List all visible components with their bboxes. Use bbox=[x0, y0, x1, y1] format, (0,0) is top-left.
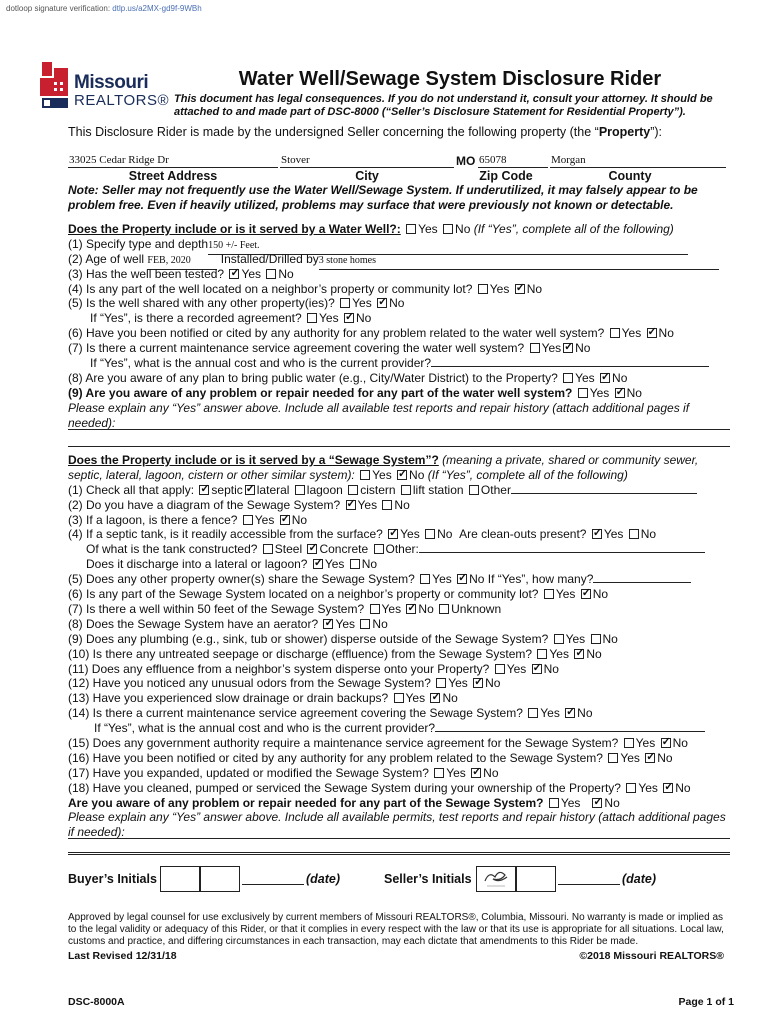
well-heading: Does the Property include or is it served by a Water Well?: bbox=[68, 222, 401, 236]
sewage-q14b: If “Yes”, what is the annual cost and who is the current provider? bbox=[68, 721, 730, 736]
state-text: MO bbox=[456, 154, 476, 168]
type-lagoon-checkbox[interactable] bbox=[295, 485, 305, 495]
well-q6-no-checkbox[interactable] bbox=[647, 328, 657, 338]
seller-date-field[interactable] bbox=[558, 884, 620, 885]
well-q6: (6) Have you been notified or cited by any authority for any problem related to the water well system? Yes ✓ No bbox=[68, 326, 730, 341]
sewage-q5: (5) Does any other property owner(s) share the Sewage System? Yes ✓ No If “Yes”, how many? bbox=[68, 572, 730, 587]
sewage-q18: (18) Have you cleaned, pumped or serviced the Sewage System during your ownership of the Property? Yes ✓ No bbox=[68, 781, 730, 796]
sewage-q9-yes-checkbox[interactable] bbox=[554, 634, 564, 644]
sewage-q11: (11) Does any effluence from a neighbor’s system disperse onto your Property? Yes ✓ No bbox=[68, 662, 730, 677]
buyer-date-field[interactable] bbox=[242, 884, 304, 885]
intro-sentence: This Disclosure Rider is made by the undersigned Seller concerning the following property (the “Property”): bbox=[68, 125, 663, 139]
sewage-q11-yes-checkbox[interactable] bbox=[495, 664, 505, 674]
well-yes-checkbox[interactable] bbox=[406, 224, 416, 234]
county-label: County bbox=[608, 169, 652, 183]
logo-text-missouri: Missouri bbox=[74, 72, 149, 93]
sewage-explain-text: Please explain any “Yes” answer above. Include all available permits, test reports and repair history (attach additional pages if needed): bbox=[68, 810, 726, 840]
sewage-q13: (13) Have you experienced slow drainage or drain backups? Yes ✓ No bbox=[68, 691, 730, 706]
sewage-q12-no-checkbox[interactable] bbox=[473, 678, 483, 688]
sewage-q9: (9) Does any plumbing (e.g., sink, tub or shower) disperse outside of the Sewage System? Yes No bbox=[68, 631, 618, 646]
sewage-q4d-no-checkbox[interactable] bbox=[350, 559, 360, 569]
well-q5b-no-checkbox[interactable] bbox=[344, 313, 354, 323]
building-logo-icon bbox=[40, 62, 70, 108]
legal-consequences-notice: This document has legal consequences. If you do not understand it, consult your attorney. It should be attached to and made part of DSC-8000 (“Seller’s Disclosure Statement for Residential Property”). bbox=[174, 93, 713, 118]
sewage-q1: (1) Check all that apply: ✓ septic✓ lateral lagoon cistern lift station Other bbox=[68, 483, 730, 498]
sewage-q10-no-checkbox[interactable] bbox=[574, 649, 584, 659]
type-septic-checkbox[interactable] bbox=[199, 485, 209, 495]
well-q1: (1) Specify type and depth150 +/- Feet. bbox=[68, 237, 730, 252]
city-label: City bbox=[355, 169, 379, 183]
sewage-q17-no-checkbox[interactable] bbox=[471, 768, 481, 778]
sewage-q4d: Does it discharge into a lateral or lagoon? ✓ Yes No bbox=[68, 557, 730, 572]
well-heading-line: Does the Property include or is it served by a Water Well?: Yes No (If “Yes”, complete all of the following) bbox=[68, 222, 674, 236]
sewage-q7-no-checkbox[interactable] bbox=[406, 604, 416, 614]
sewage-q18-yes-checkbox[interactable] bbox=[626, 783, 636, 793]
well-q7-no-checkbox[interactable] bbox=[563, 343, 573, 353]
sewage-q4: (4) If a septic tank, is it readily accessible from the surface? ✓ Yes No Are clean-outs present? ✓ Yes No bbox=[68, 527, 730, 542]
well-q8-yes-checkbox[interactable] bbox=[563, 373, 573, 383]
sewage-q4-no-checkbox[interactable] bbox=[425, 529, 435, 539]
well-explain-text: Please explain any “Yes” answer above. Include all available test reports and repair history (attach additional pages if needed): bbox=[68, 400, 690, 430]
well-explain-line[interactable] bbox=[68, 429, 730, 430]
sewage-q15-no-checkbox[interactable] bbox=[661, 738, 671, 748]
sewage-q7: (7) Is there a well within 50 feet of the Sewage System? Yes ✓ No Unknown bbox=[68, 602, 730, 617]
legal-disclaimer: Approved by legal counsel for use exclusively by current members of Missouri REALTORS®, Columbia, Missouri. No warranty is made or implied as to the legal validity or adequacy of this Rider, or that it complies in every respect with the law or that its use is appropriate for all situations. Local law, customs and practice, and differing circumstances in each transaction, may each dictate that amendments to this Rider be made. bbox=[68, 912, 724, 947]
sewage-q4d-yes-checkbox[interactable] bbox=[313, 559, 323, 569]
sewage-q10-yes-checkbox[interactable] bbox=[537, 649, 547, 659]
sewage-q8-no-checkbox[interactable] bbox=[360, 619, 370, 629]
material-concrete-checkbox[interactable] bbox=[307, 544, 317, 554]
material-steel-checkbox[interactable] bbox=[263, 544, 273, 554]
well-q3-yes-checkbox[interactable] bbox=[229, 269, 239, 279]
city-field[interactable]: Stover bbox=[280, 154, 454, 168]
seller-initials-box-1[interactable] bbox=[476, 866, 516, 892]
copyright: ©2018 Missouri REALTORS® bbox=[579, 950, 724, 962]
well-q6-yes-checkbox[interactable] bbox=[610, 328, 620, 338]
well-q2: (2) Age of well FEB, 2020 Installed/Drilled by3 stone homes bbox=[68, 252, 730, 267]
well-q8: (8) Are you aware of any plan to bring public water (e.g., City/Water District) to the Property? Yes ✓ No bbox=[68, 371, 730, 386]
material-other-checkbox[interactable] bbox=[374, 544, 384, 554]
seller-initials-signature-icon bbox=[477, 867, 515, 891]
zip-code-field[interactable]: 65078 bbox=[478, 154, 548, 168]
well-q3-no-checkbox[interactable] bbox=[266, 269, 276, 279]
sewage-q19: Are you aware of any problem or repair needed for any part of the Sewage System? Yes ✓ No bbox=[68, 796, 730, 811]
sewage-heading: Does the Property include or is it served by a “Sewage System”? bbox=[68, 453, 439, 467]
well-driller-field[interactable]: 3 stone homes bbox=[319, 254, 719, 270]
sewage-q7-unknown-checkbox[interactable] bbox=[439, 604, 449, 614]
sewage-q2-no-checkbox[interactable] bbox=[382, 500, 392, 510]
buyer-initials-label: Buyer’s Initials bbox=[68, 872, 157, 886]
well-q9: (9) Are you aware of any problem or repair needed for any part of the water well system? Yes ✓ No bbox=[68, 386, 730, 401]
logo-text-realtors: REALTORS® bbox=[74, 92, 170, 109]
page-number: Page 1 of 1 bbox=[678, 996, 734, 1008]
sewage-q2: (2) Do you have a diagram of the Sewage System? ✓ Yes No bbox=[68, 498, 730, 513]
water-well-section bbox=[68, 222, 730, 431]
sewage-q6-yes-checkbox[interactable] bbox=[544, 589, 554, 599]
missouri-realtors-logo bbox=[40, 58, 170, 110]
sewage-q14-no-checkbox[interactable] bbox=[565, 708, 575, 718]
type-lift-station-checkbox[interactable] bbox=[401, 485, 411, 495]
well-q5-yes-checkbox[interactable] bbox=[340, 298, 350, 308]
well-q4-no-checkbox[interactable] bbox=[515, 284, 525, 294]
sewage-q7-yes-checkbox[interactable] bbox=[370, 604, 380, 614]
well-no-checkbox[interactable] bbox=[443, 224, 453, 234]
sewage-q4-yes-checkbox[interactable] bbox=[388, 529, 398, 539]
sewage-q16: (16) Have you been notified or cited by any authority for any problem related to the Sewage System? Yes ✓ No bbox=[68, 751, 730, 766]
well-q4: (4) Is any part of the well located on a neighbor’s property or community lot? Yes ✓ No bbox=[68, 282, 730, 297]
seller-initials-box-2[interactable] bbox=[516, 866, 556, 892]
well-q5-no-checkbox[interactable] bbox=[377, 298, 387, 308]
sewage-q8: (8) Does the Sewage System have an aerator? ✓ Yes No bbox=[68, 617, 730, 632]
well-q4-yes-checkbox[interactable] bbox=[478, 284, 488, 294]
buyer-date-label: (date) bbox=[306, 872, 341, 886]
seller-initials-label: Seller’s Initials bbox=[384, 872, 472, 886]
share-count-field[interactable] bbox=[593, 582, 691, 583]
sewage-q4c: Of what is the tank constructed? Steel ✓ Concrete Other: bbox=[68, 542, 730, 557]
sewage-q10: (10) Is there any untreated seepage or discharge (effluence) from the Sewage System? Yes ✓ No bbox=[68, 647, 730, 662]
sewage-q13-no-checkbox[interactable] bbox=[430, 693, 440, 703]
sewage-q6-no-checkbox[interactable] bbox=[581, 589, 591, 599]
well-q7: (7) Is there a current maintenance service agreement covering the water well system? Yes✓ No bbox=[68, 341, 730, 356]
well-q7b: If “Yes”, what is the annual cost and who is the current provider? bbox=[68, 356, 730, 371]
well-q8-no-checkbox[interactable] bbox=[600, 373, 610, 383]
sewage-agreement-cost-field[interactable] bbox=[435, 731, 705, 732]
type-other-checkbox[interactable] bbox=[469, 485, 479, 495]
sewage-q15-yes-checkbox[interactable] bbox=[624, 738, 634, 748]
buyer-initials-box-1[interactable] bbox=[160, 866, 200, 892]
well-age-field[interactable]: FEB, 2020 bbox=[147, 254, 217, 270]
sewage-q16-yes-checkbox[interactable] bbox=[608, 753, 618, 763]
sewage-q17: (17) Have you expanded, updated or modified the Sewage System? Yes ✓ No bbox=[68, 766, 730, 781]
well-q3: (3) Has the well been tested? ✓ Yes No bbox=[68, 267, 730, 282]
material-other-field[interactable] bbox=[419, 552, 705, 553]
sewage-q6: (6) Is any part of the Sewage System located on a neighbor’s property or community lot? Yes ✓ No bbox=[68, 587, 730, 602]
sewage-section bbox=[68, 453, 730, 840]
sewage-q14-yes-checkbox[interactable] bbox=[528, 708, 538, 718]
buyer-initials-box-2[interactable] bbox=[200, 866, 240, 892]
sewage-q19-no-checkbox[interactable] bbox=[592, 798, 602, 808]
form-id: DSC-8000A bbox=[68, 996, 125, 1008]
street-address-field[interactable]: 33025 Cedar Ridge Dr bbox=[68, 154, 278, 168]
sewage-q12-yes-checkbox[interactable] bbox=[436, 678, 446, 688]
well-explain-line-2[interactable] bbox=[68, 446, 730, 447]
street-address-label: Street Address bbox=[128, 169, 218, 183]
sewage-q18-no-checkbox[interactable] bbox=[663, 783, 673, 793]
well-q9-no-checkbox[interactable] bbox=[615, 388, 625, 398]
section-divider bbox=[68, 852, 730, 855]
zip-code-label: Zip Code bbox=[479, 169, 533, 183]
sewage-q17-yes-checkbox[interactable] bbox=[434, 768, 444, 778]
well-type-depth-field[interactable]: 150 +/- Feet. bbox=[208, 239, 688, 255]
sewage-q5-no-checkbox[interactable] bbox=[457, 574, 467, 584]
well-q7-yes-checkbox[interactable] bbox=[530, 343, 540, 353]
document-title: Water Well/Sewage System Disclosure Rider bbox=[238, 68, 662, 90]
cleanouts-yes-checkbox[interactable] bbox=[592, 529, 602, 539]
verification-link[interactable]: dtlp.us/a2MX-gd9f-9WBh bbox=[112, 4, 202, 13]
seller-date-label: (date) bbox=[622, 872, 657, 886]
sewage-q14: (14) Is there a current maintenance service agreement covering the Sewage System? Yes ✓ No bbox=[68, 706, 730, 721]
sewage-q8-yes-checkbox[interactable] bbox=[323, 619, 333, 629]
usage-note: Note: Seller may not frequently use the Water Well/Sewage System. If underutilized, it may falsely appear to be problem free. Even if heavily utilized, problems may surface that were previously not known or detectable. bbox=[68, 183, 698, 212]
sewage-yes-checkbox[interactable] bbox=[360, 470, 370, 480]
well-q5b-yes-checkbox[interactable] bbox=[307, 313, 317, 323]
sewage-q5-yes-checkbox[interactable] bbox=[420, 574, 430, 584]
well-q5b: If “Yes”, is there a recorded agreement? Yes ✓ No bbox=[68, 311, 730, 326]
sewage-q2-yes-checkbox[interactable] bbox=[346, 500, 356, 510]
dotloop-verification bbox=[6, 4, 202, 13]
cleanouts-no-checkbox[interactable] bbox=[629, 529, 639, 539]
sewage-q3-no-checkbox[interactable] bbox=[280, 515, 290, 525]
type-cistern-checkbox[interactable] bbox=[348, 485, 358, 495]
sewage-q16-no-checkbox[interactable] bbox=[645, 753, 655, 763]
sewage-no-checkbox[interactable] bbox=[397, 470, 407, 480]
last-revised: Last Revised 12/31/18 bbox=[68, 950, 177, 962]
well-q9-yes-checkbox[interactable] bbox=[578, 388, 588, 398]
type-other-field[interactable] bbox=[511, 493, 697, 494]
verification-label: dotloop signature verification: bbox=[6, 4, 111, 13]
sewage-q13-yes-checkbox[interactable] bbox=[394, 693, 404, 703]
county-field[interactable]: Morgan bbox=[550, 154, 726, 168]
sewage-heading-block: Does the Property include or is it served by a “Sewage System”? (meaning a private, shared or community sewer, septic, lateral, lagoon, cistern or other similar system): Yes ✓ No (If “Yes”, complete all of the following) bbox=[68, 453, 730, 483]
sewage-q12: (12) Have you noticed any unusual odors from the Sewage System? Yes ✓ No bbox=[68, 676, 730, 691]
well-agreement-cost-field[interactable] bbox=[431, 366, 709, 367]
sewage-q3: (3) If a lagoon, is there a fence? Yes ✓ No bbox=[68, 513, 730, 528]
type-lateral-checkbox[interactable] bbox=[245, 485, 255, 495]
sewage-q15: (15) Does any government authority require a maintenance service agreement for the Sewage System? Yes ✓ No bbox=[68, 736, 730, 751]
sewage-q9-no-checkbox[interactable] bbox=[591, 634, 601, 644]
sewage-q11-no-checkbox[interactable] bbox=[532, 664, 542, 674]
sewage-q19-yes-checkbox[interactable] bbox=[549, 798, 559, 808]
sewage-explain-line[interactable] bbox=[68, 838, 730, 839]
well-q5: (5) Is the well shared with any other property(ies)? Yes ✓ No bbox=[68, 296, 730, 311]
sewage-q3-yes-checkbox[interactable] bbox=[243, 515, 253, 525]
